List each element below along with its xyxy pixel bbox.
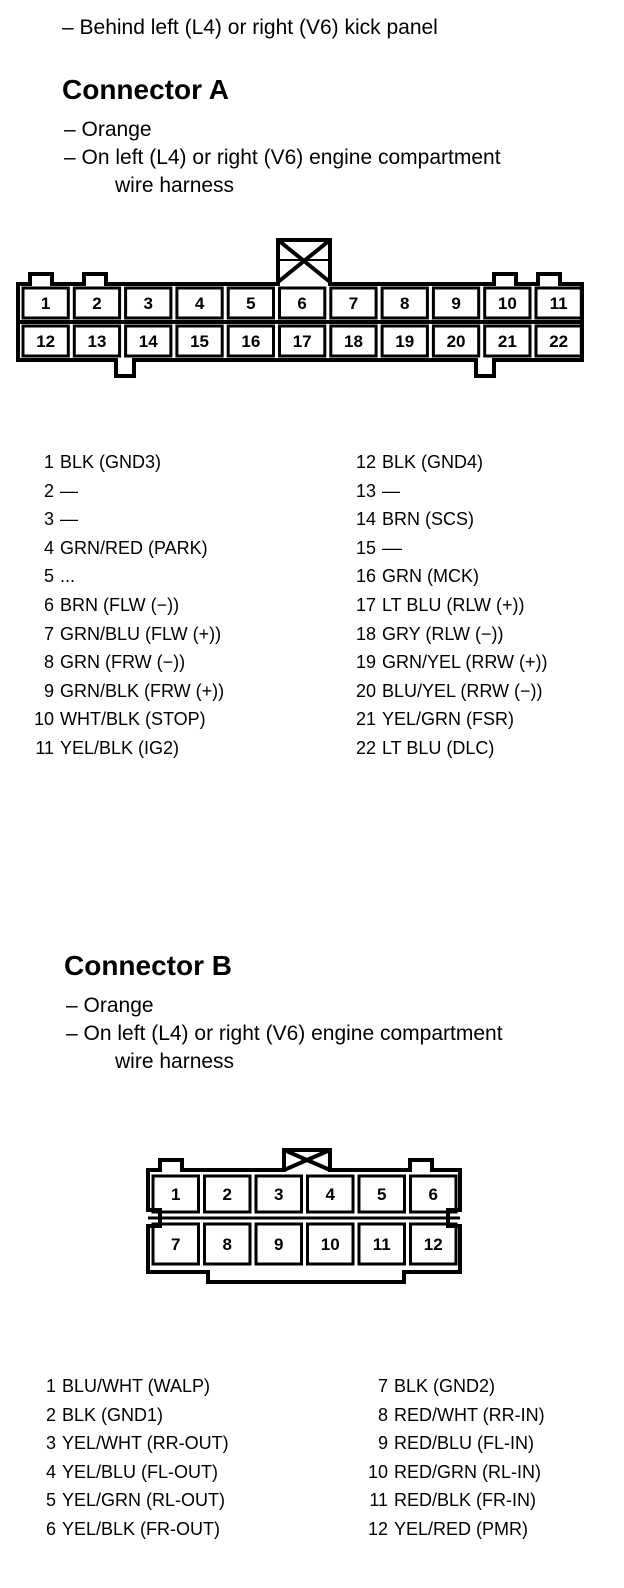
- pin-number: 9: [377, 1433, 388, 1454]
- pin-number: 3: [43, 509, 54, 530]
- pin-row: [30, 1458, 229, 1487]
- pin-description: YEL/BLK (FR-OUT): [62, 1518, 221, 1539]
- connector-b-note-location: – On left (L4) or right (V6) engine compartment: [66, 1022, 503, 1045]
- pin-number: 10: [33, 709, 54, 730]
- pin-number: 7: [43, 623, 54, 644]
- pin-number: 2: [43, 480, 54, 501]
- pin-description: BRN (FLW (−)): [60, 594, 180, 615]
- pin-description: BLU/WHT (WALP): [62, 1376, 211, 1396]
- pin-row: [30, 1486, 229, 1515]
- pin-number: 11: [369, 1490, 388, 1511]
- pin-cell-label: 9: [274, 1235, 284, 1254]
- pin-number: 6: [45, 1518, 56, 1539]
- connector-b-note-color: – Orange: [66, 994, 154, 1017]
- pin-description: —: [382, 480, 400, 501]
- pin-number: 9: [43, 680, 54, 701]
- pin-description: YEL/WHT (RR-OUT): [62, 1433, 229, 1454]
- pin-cell-label: 11: [372, 1235, 391, 1254]
- pin-row: [350, 505, 548, 534]
- pin-cell-label: 4: [325, 1185, 335, 1204]
- pin-cell-label: 1: [40, 294, 51, 313]
- connector-b-diagram: [0, 1140, 624, 1310]
- pin-row: [28, 620, 224, 649]
- pin-row: [30, 1429, 229, 1458]
- pin-description: —: [60, 509, 78, 530]
- connector-a-top-row: [23, 288, 581, 318]
- pin-number: 6: [43, 594, 54, 615]
- pin-row: [350, 562, 548, 591]
- pin-number: 12: [367, 1518, 388, 1539]
- pin-row: [350, 477, 548, 506]
- pin-number: 14: [355, 509, 376, 530]
- pin-cell-label: 2: [222, 1185, 232, 1204]
- pin-cell-label: 7: [348, 294, 359, 313]
- pin-description: BLK (GND4): [382, 452, 484, 472]
- pin-cell-label: 5: [246, 294, 256, 313]
- pin-number: 12: [355, 452, 376, 472]
- connector-b-pin-list-left: [30, 1372, 229, 1544]
- pin-row: [30, 1372, 229, 1401]
- pin-row: [362, 1515, 545, 1544]
- pin-cell-label: 4: [194, 294, 205, 313]
- pin-row: [28, 677, 224, 706]
- pin-description: YEL/BLK (IG2): [60, 737, 180, 758]
- pin-description: BRN (SCS): [382, 509, 475, 530]
- pin-description: ––: [382, 537, 403, 558]
- pin-number: 7: [377, 1376, 388, 1396]
- pin-number: 22: [355, 737, 376, 758]
- pin-row: [350, 734, 548, 763]
- pin-cell-label: 5: [377, 1185, 387, 1204]
- pin-cell-label: 6: [428, 1185, 438, 1204]
- pin-description: LT BLU (DLC): [382, 737, 495, 758]
- pin-number: 20: [355, 680, 376, 701]
- pin-number: 1: [43, 452, 54, 472]
- pin-description: YEL/BLU (FL-OUT): [62, 1461, 219, 1482]
- pin-description: WHT/BLK (STOP): [60, 709, 206, 730]
- pin-number: 16: [355, 566, 376, 587]
- pin-row: [28, 591, 224, 620]
- connector-b-title: Connector B: [64, 950, 232, 981]
- pin-row: [28, 705, 224, 734]
- pin-cell-label: 7: [171, 1235, 181, 1254]
- pin-number: 18: [355, 623, 376, 644]
- pin-description: YEL/GRN (RL-OUT): [62, 1490, 226, 1511]
- pin-cell-label: 22: [549, 332, 569, 351]
- pin-description: GRN/BLK (FRW (+)): [60, 680, 225, 701]
- pin-description: GRY (RLW (−)): [382, 623, 504, 644]
- pin-cell-label: 2: [92, 294, 102, 313]
- pin-row: [350, 620, 548, 649]
- connector-a-pin-list-right: [350, 448, 548, 763]
- pin-row: [28, 477, 224, 506]
- connector-b-pin-list-right: [362, 1372, 545, 1544]
- connector-b-note-harness: wire harness: [115, 1050, 235, 1073]
- connector-b-bottom-row: [153, 1224, 456, 1264]
- pin-cell-label: 16: [241, 332, 261, 351]
- pin-row: [362, 1486, 545, 1515]
- pin-number: 5: [43, 566, 54, 587]
- pin-row: [350, 448, 548, 477]
- pin-description: BLK (GND2): [394, 1376, 496, 1396]
- connector-a-bottom-row: [23, 326, 581, 356]
- pin-description: YEL/GRN (FSR): [382, 709, 515, 730]
- pin-description: BLK (GND3): [60, 452, 162, 472]
- connector-a-note-harness: wire harness: [115, 174, 235, 197]
- pin-description: RED/BLK (FR-IN): [394, 1490, 537, 1511]
- pin-cell-label: 10: [497, 294, 517, 313]
- pin-cell-label: 8: [222, 1235, 232, 1254]
- pin-cell-label: 18: [343, 332, 363, 351]
- pin-description: GRN/YEL (RRW (+)): [382, 652, 548, 673]
- pin-cell-label: 17: [292, 332, 312, 351]
- pin-description: RED/GRN (RL-IN): [394, 1461, 541, 1482]
- pin-number: 11: [35, 737, 54, 758]
- pin-number: 8: [43, 652, 54, 673]
- pin-description: BLK (GND1): [62, 1404, 164, 1425]
- pin-row: [28, 562, 224, 591]
- pin-description: RED/BLU (FL-IN): [394, 1433, 535, 1454]
- pin-description: ...: [60, 566, 76, 587]
- connector-b-top-row: [153, 1176, 456, 1212]
- pin-description: GRN (MCK): [382, 566, 479, 587]
- connector-a-note-color: – Orange: [64, 118, 152, 141]
- pin-description: GRN/BLU (FLW (+)): [60, 623, 222, 644]
- pin-row: [28, 648, 224, 677]
- pin-row: [28, 505, 224, 534]
- pin-row: [30, 1515, 229, 1544]
- pin-number: 8: [377, 1404, 388, 1425]
- pin-number: 5: [45, 1490, 56, 1511]
- top-note: – Behind left (L4) or right (V6) kick panel: [62, 16, 438, 39]
- pin-number: 13: [355, 480, 376, 501]
- pin-number: 2: [45, 1404, 56, 1425]
- connector-a-pin-list-left: [28, 448, 224, 763]
- pin-description: RED/WHT (RR-IN): [394, 1404, 545, 1425]
- pin-row: [30, 1401, 229, 1430]
- pin-cell-label: 19: [395, 332, 415, 351]
- pin-row: [350, 591, 548, 620]
- pin-cell-label: 1: [171, 1185, 181, 1204]
- pin-cell-label: 12: [423, 1235, 443, 1254]
- pin-cell-label: 6: [297, 294, 307, 313]
- pin-number: 4: [43, 537, 54, 558]
- pin-cell-label: 11: [549, 294, 568, 313]
- pin-row: [350, 534, 548, 563]
- pin-row: [362, 1429, 545, 1458]
- pin-description: —: [60, 480, 78, 501]
- connector-a-note-location: – On left (L4) or right (V6) engine compartment: [64, 146, 501, 169]
- pin-row: [28, 734, 224, 763]
- pin-cell-label: 3: [143, 294, 153, 313]
- pin-cell-label: 9: [451, 294, 461, 313]
- pin-number: 17: [355, 594, 376, 615]
- pin-cell-label: 14: [138, 332, 158, 351]
- pin-description: YEL/RED (PMR): [394, 1518, 529, 1539]
- pin-number: 1: [45, 1376, 56, 1396]
- pin-cell-label: 15: [190, 332, 210, 351]
- pin-number: 15: [355, 537, 376, 558]
- pin-number: 19: [355, 652, 376, 673]
- connector-a-diagram: [0, 230, 624, 390]
- pin-number: 10: [367, 1461, 388, 1482]
- pin-number: 3: [45, 1433, 56, 1454]
- pin-cell-label: 8: [400, 294, 410, 313]
- pin-cell-label: 12: [36, 332, 56, 351]
- pin-row: [362, 1372, 545, 1401]
- pin-description: BLU/YEL (RRW (−)): [382, 680, 543, 701]
- pin-row: [362, 1401, 545, 1430]
- pin-cell-label: 13: [87, 332, 107, 351]
- pin-row: [350, 648, 548, 677]
- pin-number: 4: [45, 1461, 56, 1482]
- pin-number: 21: [355, 709, 376, 730]
- pin-row: [28, 534, 224, 563]
- pin-row: [350, 677, 548, 706]
- pin-row: [350, 705, 548, 734]
- pin-description: GRN (FRW (−)): [60, 652, 186, 673]
- pin-cell-label: 20: [446, 332, 466, 351]
- pin-cell-label: 10: [320, 1235, 340, 1254]
- pin-cell-label: 21: [497, 332, 517, 351]
- pin-row: [28, 448, 224, 477]
- pin-row: [362, 1458, 545, 1487]
- pin-description: LT BLU (RLW (+)): [382, 594, 525, 615]
- pin-description: GRN/RED (PARK): [60, 537, 208, 558]
- pin-cell-label: 3: [274, 1185, 284, 1204]
- connector-a-title: Connector A: [62, 74, 229, 105]
